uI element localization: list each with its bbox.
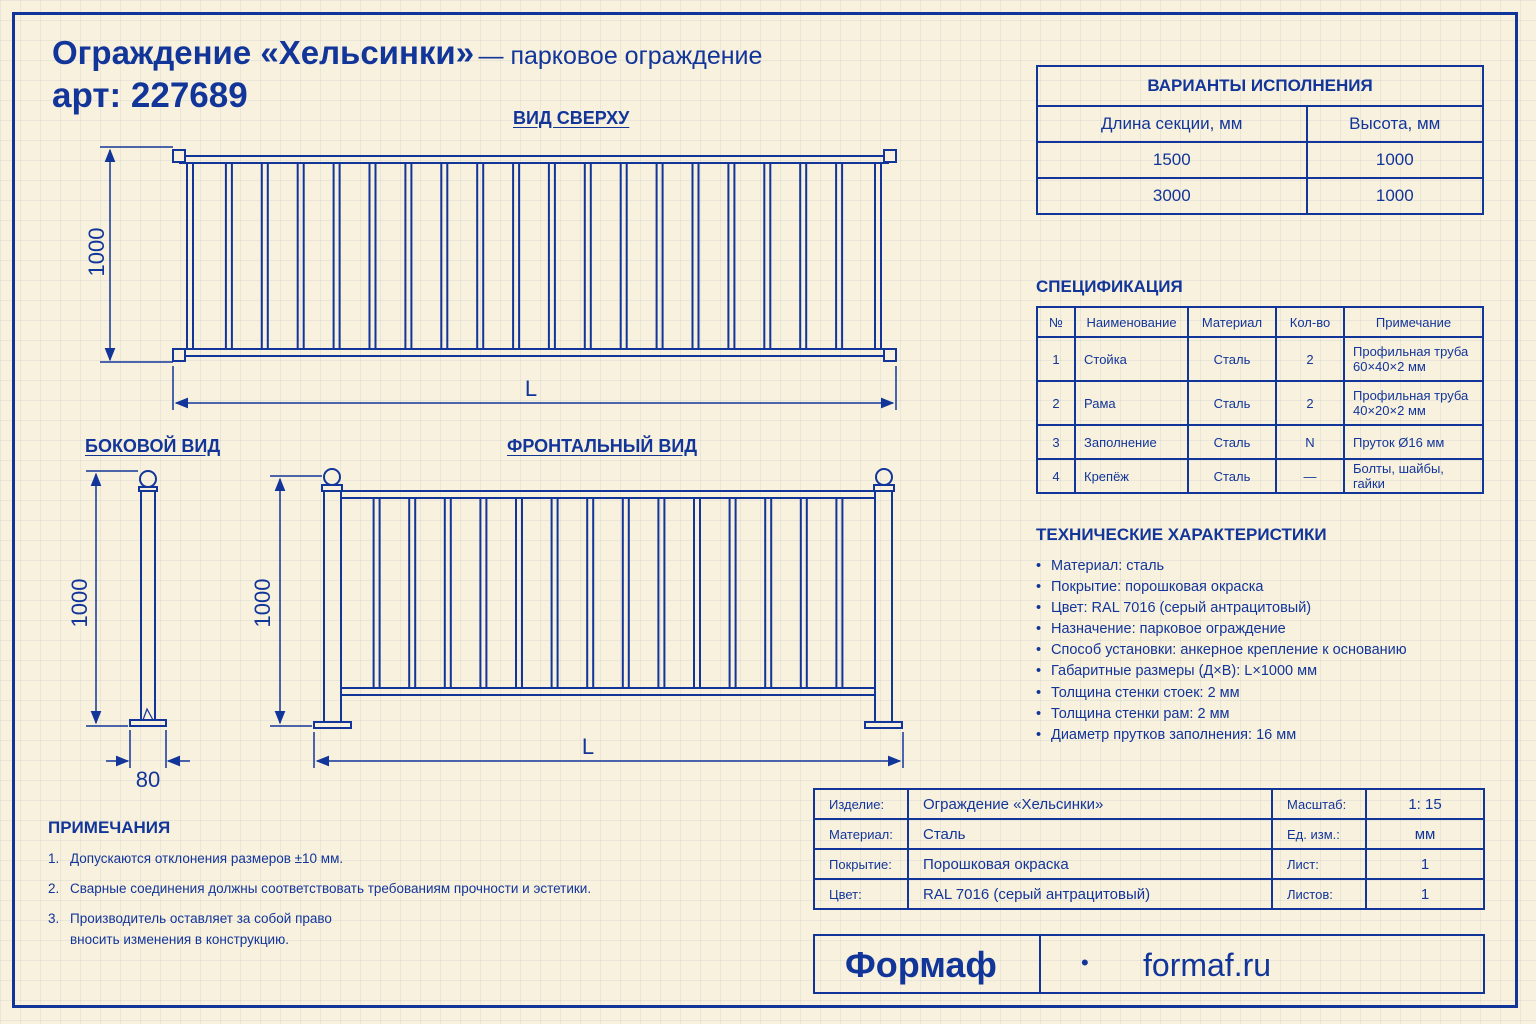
front-view-bar [409, 498, 415, 688]
front-view-left-base [314, 722, 351, 728]
stamp-value: Ограждение «Хельсинки» [908, 789, 1272, 819]
stamp-value: 1: 15 [1366, 789, 1484, 819]
list-item: • Цвет: RAL 7016 (серый антрацитовый) [1036, 598, 1407, 619]
brand-divider [1039, 936, 1041, 992]
top-view-bar [836, 163, 842, 349]
table-row [1037, 142, 1483, 178]
front-view-left-post [324, 491, 341, 722]
spec-name: Стойка [1075, 337, 1188, 381]
front-view-bar [801, 498, 807, 688]
list-item: • Толщина стенки рам: 2 мм [1036, 704, 1407, 725]
list-item: • Толщина стенки стоек: 2 мм [1036, 683, 1407, 704]
table-row [1037, 459, 1483, 493]
spec-qty: N [1276, 425, 1344, 459]
spec-title: СПЕЦИФИКАЦИЯ [1036, 277, 1183, 296]
variant-height: 1000 [1307, 178, 1483, 214]
top-view-bar [693, 163, 699, 349]
side-view-post [141, 491, 155, 720]
spec-qty: — [1276, 459, 1344, 493]
top-view-height-dim: 1000 [84, 227, 109, 277]
variant-length: 1500 [1037, 142, 1307, 178]
front-view [314, 469, 902, 728]
top-view-bars [226, 163, 842, 349]
front-view-bar [516, 498, 522, 688]
stamp-label: Изделие: [814, 789, 908, 819]
article-number: арт: 227689 [52, 76, 248, 115]
spec-col-num: № [1037, 307, 1075, 337]
table-row [1037, 337, 1483, 381]
stamp-value: Порошковая окраска [908, 849, 1272, 879]
front-view-bottom-rail [341, 688, 875, 695]
notes-title: ПРИМЕЧАНИЯ [48, 818, 171, 837]
spec-num: 4 [1037, 459, 1075, 493]
spec-num: 3 [1037, 425, 1075, 459]
side-view-width-dim: 80 [135, 767, 161, 792]
spec-note: Профильная труба 40×20×2 мм [1344, 381, 1483, 425]
front-view-label: ФРОНТАЛЬНЫЙ ВИД [507, 436, 698, 456]
top-view-lower-rail [180, 349, 888, 356]
brand-box [813, 934, 1485, 994]
stamp-label: Цвет: [814, 879, 908, 909]
stamp-label: Ед. изм.: [1272, 819, 1366, 849]
side-view-post-cap [140, 471, 156, 487]
top-view-bar [728, 163, 734, 349]
table-row [1037, 425, 1483, 459]
list-item: • Назначение: парковое ограждение [1036, 619, 1407, 640]
table-row [814, 819, 1484, 849]
top-view-post-br [884, 349, 896, 361]
top-view-length-dim: L [524, 376, 538, 401]
side-view-height-dim: 1000 [67, 578, 92, 628]
list-item: 1. Допускаются отклонения размеров ±10 мм. [48, 851, 344, 866]
spec-note: Болты, шайбы, гайки [1344, 459, 1483, 493]
top-view-post-tr [884, 150, 896, 162]
front-view-bar [552, 498, 558, 688]
spec-qty: 2 [1276, 381, 1344, 425]
stamp-label: Масштаб: [1272, 789, 1366, 819]
table-row [814, 789, 1484, 819]
front-view-top-rail [341, 491, 875, 498]
top-view-bar [262, 163, 268, 349]
front-view-bar [623, 498, 629, 688]
top-view-bar [441, 163, 447, 349]
title-block [813, 788, 1485, 910]
front-view-bar [374, 498, 380, 688]
front-view-right-base [865, 722, 902, 728]
variant-length: 3000 [1037, 178, 1307, 214]
top-view-dimensions [100, 147, 896, 410]
stamp-value: 1 [1366, 849, 1484, 879]
tech-list [1036, 556, 1407, 746]
side-view [130, 471, 166, 726]
top-view-bar [370, 163, 376, 349]
top-view-upper-rail [180, 156, 888, 163]
variants-title: ВАРИАНТЫ ИСПОЛНЕНИЯ [1037, 66, 1483, 106]
top-view-bar [405, 163, 411, 349]
spec-col-name: Наименование [1075, 307, 1188, 337]
variants-table [1036, 65, 1484, 215]
table-row [814, 879, 1484, 909]
top-view-bar [334, 163, 340, 349]
top-view [173, 150, 896, 361]
stamp-label: Листов: [1272, 879, 1366, 909]
spec-col-qty: Кол-во [1276, 307, 1344, 337]
top-view-bar [657, 163, 663, 349]
spec-material: Сталь [1188, 381, 1276, 425]
notes-list [48, 848, 591, 959]
table-row [1037, 178, 1483, 214]
side-view-label: БОКОВОЙ ВИД [85, 436, 221, 456]
bullet-icon: • [1081, 950, 1089, 975]
spec-num: 2 [1037, 381, 1075, 425]
spec-material: Сталь [1188, 425, 1276, 459]
top-view-post-tl [173, 150, 185, 162]
spec-name: Заполнение [1075, 425, 1188, 459]
front-view-right-post [875, 491, 892, 722]
front-view-bar [765, 498, 771, 688]
top-view-bar [585, 163, 591, 349]
front-view-bar [694, 498, 700, 688]
spec-col-material: Материал [1188, 307, 1276, 337]
front-view-left-cap [324, 469, 340, 485]
top-view-label: ВИД СВЕРХУ [513, 108, 630, 128]
front-view-bars [374, 498, 843, 688]
list-item: • Материал: сталь [1036, 556, 1407, 577]
spec-num: 1 [1037, 337, 1075, 381]
spec-material: Сталь [1188, 459, 1276, 493]
spec-material: Сталь [1188, 337, 1276, 381]
variants-col-length: Длина секции, мм [1037, 106, 1307, 142]
spec-note: Пруток Ø16 мм [1344, 425, 1483, 459]
front-view-bar [658, 498, 664, 688]
top-view-bar [621, 163, 627, 349]
spec-col-note: Примечание [1344, 307, 1483, 337]
list-item: • Покрытие: порошковая окраска [1036, 577, 1407, 598]
top-view-bar [298, 163, 304, 349]
side-view-base-plate [130, 720, 166, 726]
brand-url[interactable]: formaf.ru [1143, 947, 1272, 983]
table-row [1037, 381, 1483, 425]
stamp-value: RAL 7016 (серый антрацитовый) [908, 879, 1272, 909]
stamp-value: Сталь [908, 819, 1272, 849]
front-view-right-cap [876, 469, 892, 485]
page-title: Ограждение «Хельсинки» [52, 34, 475, 71]
side-view-dimensions [86, 471, 190, 768]
top-view-bar [477, 163, 483, 349]
front-view-bar [480, 498, 486, 688]
front-view-height-dim: 1000 [250, 578, 275, 628]
top-view-bar [549, 163, 555, 349]
stamp-value: мм [1366, 819, 1484, 849]
top-view-bar [800, 163, 806, 349]
front-view-bar [836, 498, 842, 688]
stamp-label: Материал: [814, 819, 908, 849]
list-item: 2. Сварные соединения должны соответствовать требованиям прочности и эстетики. [48, 881, 592, 896]
top-view-post-bl [173, 349, 185, 361]
table-row [814, 849, 1484, 879]
spec-table [1036, 306, 1484, 494]
stamp-label: Лист: [1272, 849, 1366, 879]
list-item: 3. Производитель оставляет за собой право вносить изменения в конструкцию. [48, 911, 332, 947]
front-view-bar [730, 498, 736, 688]
top-view-bar [513, 163, 519, 349]
page-subtitle: — парковое ограждение [478, 42, 763, 70]
stamp-label: Покрытие: [814, 849, 908, 879]
front-view-length-dim: L [581, 734, 595, 759]
list-item: • Диаметр прутков заполнения: 16 мм [1036, 725, 1407, 746]
front-view-bar [445, 498, 451, 688]
list-item: • Способ установки: анкерное крепление к основанию [1036, 640, 1407, 661]
spec-name: Крепёж [1075, 459, 1188, 493]
spec-qty: 2 [1276, 337, 1344, 381]
variants-col-height: Высота, мм [1307, 106, 1483, 142]
top-view-bar [764, 163, 770, 349]
spec-name: Рама [1075, 381, 1188, 425]
list-item: • Габаритные размеры (Д×В): L×1000 мм [1036, 661, 1407, 682]
front-view-bar [587, 498, 593, 688]
variant-height: 1000 [1307, 142, 1483, 178]
stamp-value: 1 [1366, 879, 1484, 909]
brand-logo: Формаф [845, 944, 997, 985]
spec-note: Профильная труба 60×40×2 мм [1344, 337, 1483, 381]
top-view-bar [226, 163, 232, 349]
tech-title: ТЕХНИЧЕСКИЕ ХАРАКТЕРИСТИКИ [1036, 525, 1327, 544]
